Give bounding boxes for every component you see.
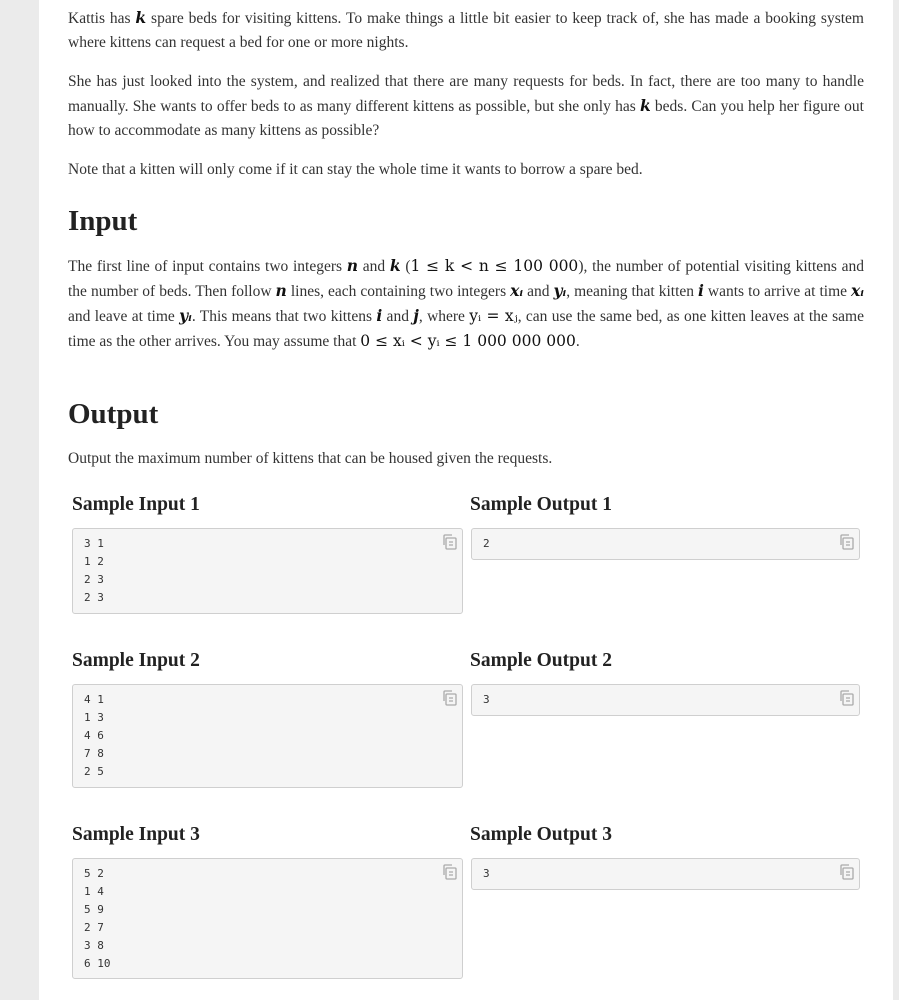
sample-output-box[interactable]: 3 (471, 858, 860, 890)
sample-output-title: Sample Output 3 (470, 824, 612, 845)
copy-icon[interactable] (838, 863, 856, 881)
copy-icon[interactable] (838, 689, 856, 707)
copy-icon[interactable] (441, 689, 459, 707)
sample-output-box[interactable]: 2 (471, 528, 860, 560)
sample-output-title: Sample Output 2 (470, 650, 612, 671)
problem-page (39, 0, 893, 1000)
math-constraint: 1 ≤ k < n ≤ 100 000 (410, 257, 579, 275)
problem-statement (68, 6, 864, 197)
math-k: k (639, 96, 651, 115)
math-k: k (135, 8, 147, 27)
copy-icon[interactable] (441, 863, 459, 881)
sample-input-box[interactable]: 5 2 1 4 5 9 2 7 3 8 6 10 (72, 858, 463, 979)
input-heading: Input (68, 205, 138, 237)
intro-paragraph-2: She has just looked into the system, and realized that there are many requests for beds. In fact, there are too many to handle manually. She wants to offer beds to as many different kittens as possible, but she only has k beds. Can you help her figure out how to accommodate as many kittens as possible? (68, 73, 864, 139)
sample-input-box[interactable]: 4 1 1 3 4 6 7 8 2 5 (72, 684, 463, 788)
intro-paragraph-1: Kattis has k spare beds for visiting kittens. To make things a little bit easier to keep track of, she has made a booking system where kittens can request a bed for one or more nights. (68, 8, 864, 51)
sample-input-title: Sample Input 2 (72, 650, 200, 671)
copy-icon[interactable] (441, 533, 459, 551)
output-heading: Output (68, 398, 159, 430)
input-description: The first line of input contains two integers n and k (1 ≤ k < n ≤ 100 000), the number of potential visiting kittens and the number of beds. Then follow n lines, each containing two integers xᵢ and yᵢ, meaning that kitten i wants to arrive at time xᵢ and leave at time yᵢ. This means that two kittens i and j, where yᵢ = xⱼ, can use the same bed, as one kitten leaves at the same time as the other arrives. You may assume that 0 ≤ xᵢ < yᵢ ≤ 1 000 000 000. (68, 256, 865, 350)
sample-output-box[interactable]: 3 (471, 684, 860, 716)
copy-icon[interactable] (838, 533, 856, 551)
sample-input-box[interactable]: 3 1 1 2 2 3 2 3 (72, 528, 463, 614)
sample-input-title: Sample Input 1 (72, 494, 200, 515)
sample-input-title: Sample Input 3 (72, 824, 200, 845)
math-equation: yᵢ = xⱼ (469, 307, 518, 325)
math-range: 0 ≤ xᵢ < yᵢ ≤ 1 000 000 000 (360, 332, 576, 350)
sample-output-title: Sample Output 1 (470, 494, 612, 515)
output-description: Output the maximum number of kittens that can be housed given the requests. (68, 450, 553, 467)
intro-paragraph-3: Note that a kitten will only come if it can stay the whole time it wants to borrow a spare bed. (68, 161, 643, 178)
